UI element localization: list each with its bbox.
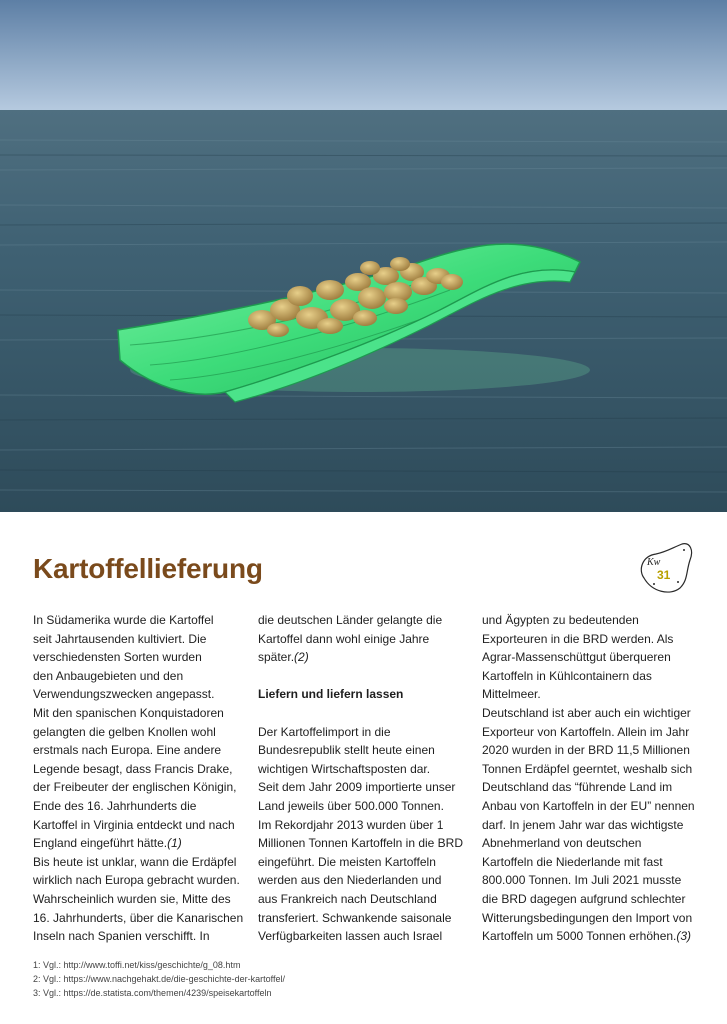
section-subheading: Liefern und liefern lassen: [258, 687, 404, 702]
text-column-1: [33, 611, 248, 946]
paragraph: die deutschen Länder gelangte die Kartoffel dann wohl einige Jahre später.: [258, 613, 443, 665]
footnotes: [33, 958, 285, 1000]
footnote-ref: (2): [294, 650, 309, 665]
page-title: Kartoffellieferung: [33, 553, 263, 584]
footnote-item: 1: Vgl.: http://www.toffi.net/kiss/geschichte/g_08.htm: [33, 960, 241, 970]
paragraph: Der Kartoffelimport in die Bundesrepublik stellt heute einen wichtigen Wirtschaftsposten dar. Seit dem Jahr 2009 importierte unser Land jeweils über 500.000 Tonnen. Im Rekordjahr 2013 wurden über 1 Millionen Tonnen Kartoffeln in die BRD eingeführt. Die meisten Kartoffeln werden aus den Niederlanden und aus Frankreich nach Deutschland transferiert. Schwankende saisonale Verfügbarkeiten lassen auch Israel: [258, 724, 464, 944]
kw-mark: Kw: [647, 557, 661, 568]
text-column-2: [258, 611, 473, 946]
paragraph: und Ägypten zu bedeutenden Exporteuren in die BRD werden. Als Agrar-Massenschüttgut überqueren Kartoffeln in Kühlcontainern das Mittelmeer.: [482, 613, 674, 702]
footnote-item: 2: Vgl.: https://www.nachgehakt.de/die-geschichte-der-kartoffel/: [33, 974, 285, 984]
page-number: 31: [657, 568, 671, 582]
text-column-3: [482, 611, 702, 946]
paragraph: Bis heute ist unklar, wann die Erdäpfel wirklich nach Europa gebracht wurden. Wahrscheinlich wurden sie, Mitte des 16. Jahrhunderts, über die Kanarischen Inseln nach Spanien verschifft. In: [33, 854, 244, 944]
footnote-item: 3: Vgl.: https://de.statista.com/themen/4239/speisekartoffeln: [33, 988, 272, 998]
paragraph: Deutschland ist aber auch ein wichtiger Exporteur von Kartoffeln. Allein im Jahr 2020 wurden in der BRD 11,5 Millionen Tonnen Erdäpfel geerntet, weshalb sich Deutschland das “führende Land im Anbau von Kartoffeln in der EU” nennen darf. In jenem Jahr war das wichtigste Abnehmerland von deutschen Kartoffeln die Niederlande mit fast 800.000 Tonnen. Im Juli 2021 musste die BRD dagegen aufgrund schlechter Witterungsbedingungen den Import von Kartoffeln um 5000 Tonnen erhöhen.: [482, 705, 695, 944]
footnote-ref: (1): [167, 836, 182, 851]
paragraph: In Südamerika wurde die Kartoffel seit Jahrtausenden kultiviert. Die verschiedensten Sorten wurden den Anbaugebieten und den Verwendungszwecken angepasst. Mit den spanischen Konquistadoren gelangten die gelben Knollen wohl erstmals nach Europa. Eine andere Legende besagt, dass Francis Drake, der Freibeuter der englischen Königin, Ende des 16. Jahrhunderts die Kartoffel in Virginia entdeckt und nach England eingeführt hätte.: [33, 613, 237, 851]
footnote-ref: (3): [676, 929, 692, 944]
